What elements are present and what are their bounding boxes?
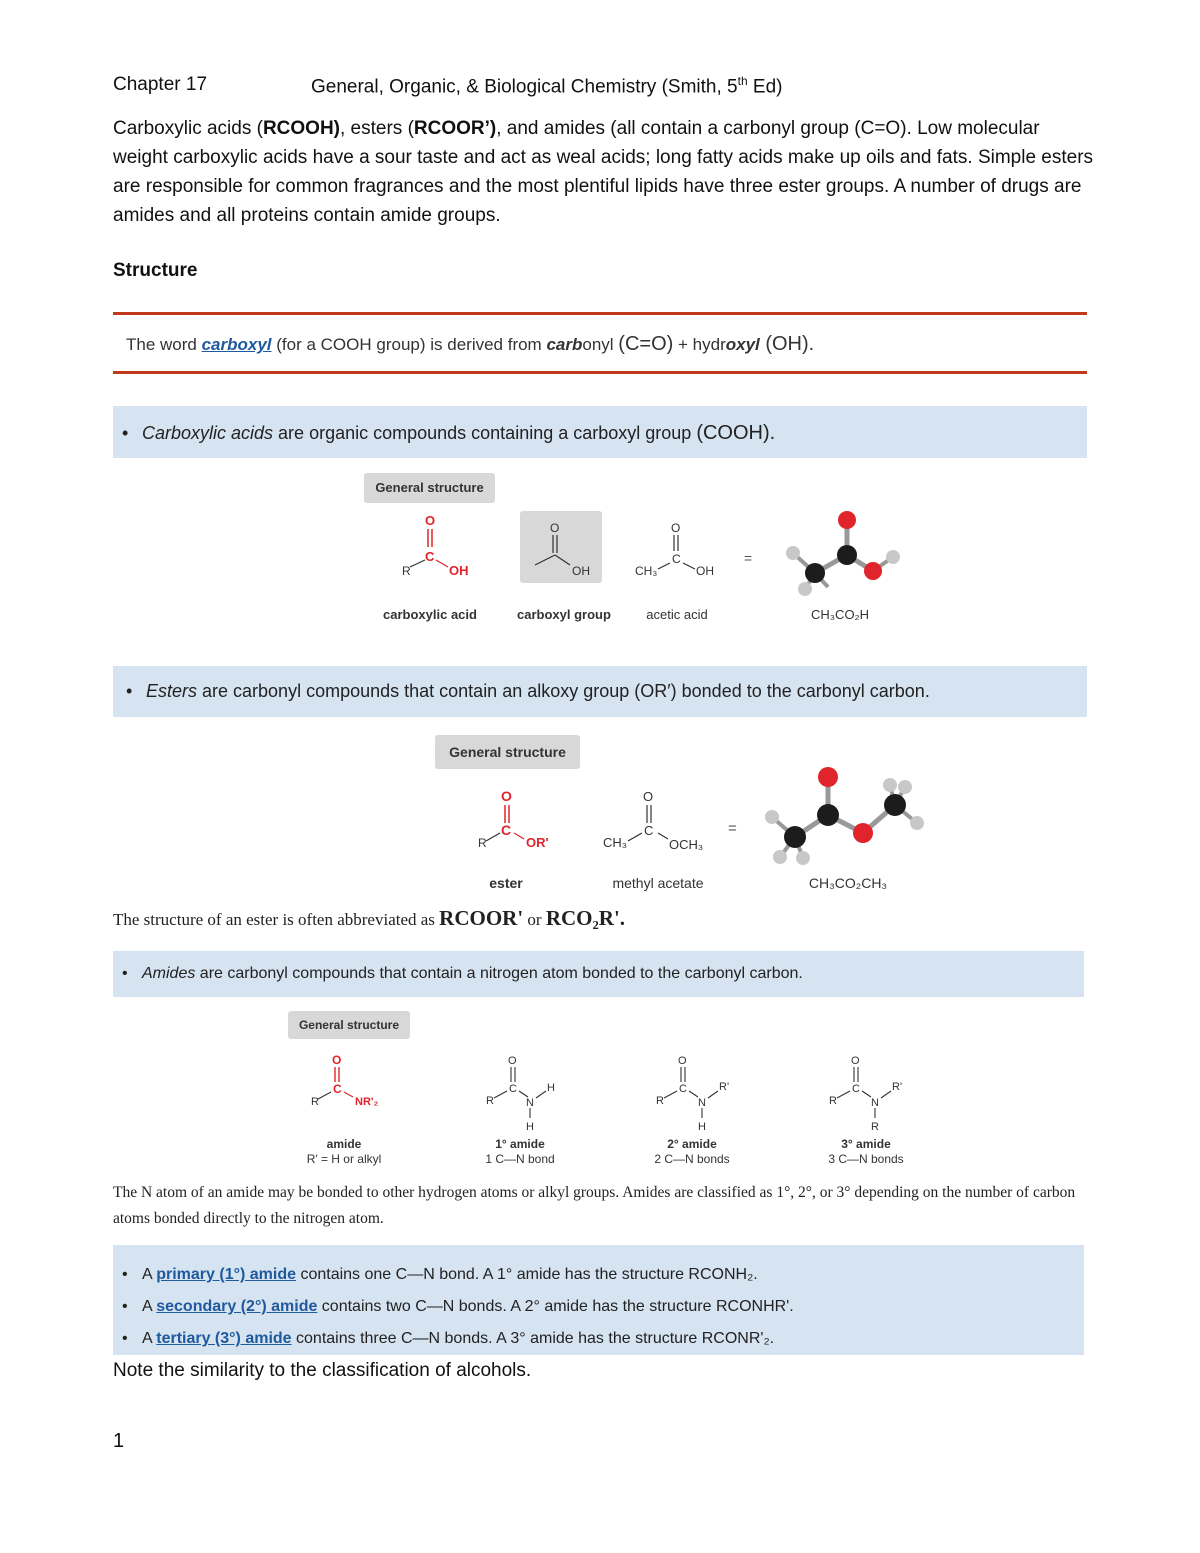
ester-abbreviation-text: The structure of an ester is often abbreviated as RCOOR' or RCO₂R'. (113, 906, 626, 930)
methyl-acetate-structure (603, 789, 737, 852)
svg-text:N: N (871, 1097, 879, 1109)
list-item: • A primary (1°) amide contains one C—N bond. A 1° amide has the structure RCONH₂. (122, 1266, 758, 1283)
svg-text:R: R (871, 1121, 879, 1133)
svg-text:R: R (656, 1095, 664, 1107)
acid-c-label: C (425, 549, 435, 564)
svg-text:O: O (508, 1055, 517, 1067)
ester-o-label: O (501, 788, 512, 804)
amide-general-structure (311, 1053, 379, 1108)
caption-ester: ester (489, 875, 523, 891)
intro-paragraph: Carboxylic acids (RCOOH), esters (RCOOR’), and amides (all contain a carbonyl group (C=O). Low molecular weight carboxylic acids have a sour taste and act as weal acids; long fatty acids make up oils and fats. Simple esters are responsible for common fragrances and the most plentiful lipids have three ester groups. A number of drugs are amides and all proteins contain amide groups. (113, 118, 1094, 226)
secondary-amide-link[interactable]: secondary (2°) amide (156, 1298, 318, 1315)
methyl-ch3-label: CH₃ (603, 835, 628, 850)
page-number: 1 (113, 1430, 125, 1452)
caption-methyl-acetate: methyl acetate (612, 875, 704, 891)
book-title: General, Organic, & Biological Chemistry (Smith, 5th Ed) (311, 74, 783, 98)
secondary-amide-structure (656, 1055, 729, 1133)
acids-general-structure-label: General structure (364, 473, 495, 503)
carboxyl-link[interactable]: carboxyl (201, 335, 272, 354)
svg-text:N: N (526, 1097, 534, 1109)
amide-caption: amide R′ = H or alkyl (306, 1137, 382, 1166)
group-oh-label: OH (572, 564, 590, 578)
acid-equals-sign: = (744, 550, 753, 566)
acetic-o-label: O (671, 521, 681, 535)
ester-or-label: OR' (526, 835, 549, 850)
callout-rule-bottom (113, 371, 1087, 374)
acetic-acid-formula: CH₃CO₂H (810, 607, 869, 622)
primary-amide-structure (486, 1055, 555, 1133)
carboxylic-acid-structure (402, 513, 469, 578)
ester-c-label: C (501, 822, 512, 838)
acid-oh-label: OH (449, 563, 469, 578)
svg-text:R: R (829, 1095, 837, 1107)
acetic-oh-label: OH (696, 564, 714, 578)
tertiary-amide-structure (829, 1055, 902, 1133)
svg-text:O: O (851, 1055, 860, 1067)
esters-bullet: • Esters are carbonyl compounds that contain an alkoxy group (OR′) bonded to the carbonyl carbon. (126, 681, 930, 701)
svg-text:R': R' (719, 1081, 730, 1093)
esters-general-structure-label: General structure (435, 735, 580, 769)
ester-structures-diagram (470, 765, 940, 875)
caption-acetic-acid: acetic acid (646, 607, 708, 622)
callout-text: The word carboxyl (for a COOH group) is derived from carbonyl (C=O) + hydroxyl (OH). (126, 333, 815, 355)
amide-structures-diagram (300, 1045, 920, 1135)
amide-type-list (122, 1259, 794, 1355)
amides-bullet: • Amides are carbonyl compounds that contain a nitrogen atom bonded to the carbonyl carbon. (122, 965, 803, 982)
amide-c-label: C (333, 1082, 342, 1096)
acids-bullet: • Carboxylic acids are organic compounds containing a carboxyl group (COOH). (122, 422, 776, 444)
methyl-o-label: O (643, 789, 654, 804)
svg-text:H: H (698, 1121, 706, 1133)
ester-general-structure (478, 788, 549, 850)
list-item: • A secondary (2°) amide contains two C—N bonds. A 2° amide has the structure RCONHR'. (122, 1298, 794, 1315)
acetic-acid-structure (635, 521, 752, 578)
amide-r-label: R (311, 1096, 319, 1108)
acid-r-label: R (402, 564, 411, 578)
methyl-acetate-3d-model (765, 767, 924, 865)
svg-text:C: C (509, 1083, 517, 1095)
svg-text:O: O (678, 1055, 687, 1067)
acid-structures-diagram (380, 505, 920, 615)
methyl-acetate-formula: CH₃CO₂CH₃ (808, 875, 888, 891)
note-text: Note the similarity to the classification of alcohols. (113, 1360, 532, 1381)
amides-general-structure-label: General structure (288, 1011, 410, 1039)
caption-carboxylic-acid: carboxylic acid (383, 607, 477, 622)
amide-nr2-label: NR'₂ (355, 1096, 379, 1108)
acid-o-label: O (425, 513, 436, 528)
svg-text:R: R (486, 1095, 494, 1107)
primary-amide-caption: 1° amide 1 C—N bond (485, 1137, 555, 1166)
acetic-acid-3d-model (786, 511, 900, 596)
svg-text:R': R' (892, 1081, 903, 1093)
primary-amide-link[interactable]: primary (1°) amide (156, 1266, 297, 1283)
svg-text:C: C (679, 1083, 687, 1095)
section-heading: Structure (113, 260, 198, 281)
methyl-c-label: C (644, 823, 654, 838)
amide-classification-text: The N atom of an amide may be bonded to other hydrogen atoms or alkyl groups. Amides are classified as 1°, 2°, or 3° depending on the number of carbon atoms bonded directly to the nitrogen atom. (113, 1184, 1076, 1227)
svg-text:H: H (526, 1121, 534, 1133)
methyl-och3-label: OCH₃ (669, 837, 704, 852)
group-o-label: O (550, 521, 560, 535)
tertiary-amide-link[interactable]: tertiary (3°) amide (156, 1330, 292, 1347)
amide-o-label: O (332, 1053, 342, 1067)
list-item: • A tertiary (3°) amide contains three C—N bonds. A 3° amide has the structure RCONR'₂. (122, 1330, 775, 1347)
acetic-c-label: C (672, 552, 681, 566)
secondary-amide-caption: 2° amide 2 C—N bonds (654, 1137, 730, 1166)
svg-text:H: H (547, 1082, 555, 1094)
caption-carboxyl-group: carboxyl group (517, 607, 611, 622)
ester-r-label: R (478, 836, 487, 850)
chapter-label: Chapter 17 (113, 74, 208, 95)
ester-equals-sign: = (728, 820, 737, 837)
svg-text:N: N (698, 1097, 706, 1109)
callout-rule-top (113, 312, 1087, 315)
svg-text:C: C (852, 1083, 860, 1095)
acetic-ch3-label: CH₃ (635, 564, 658, 578)
tertiary-amide-caption: 3° amide 3 C—N bonds (828, 1137, 904, 1166)
